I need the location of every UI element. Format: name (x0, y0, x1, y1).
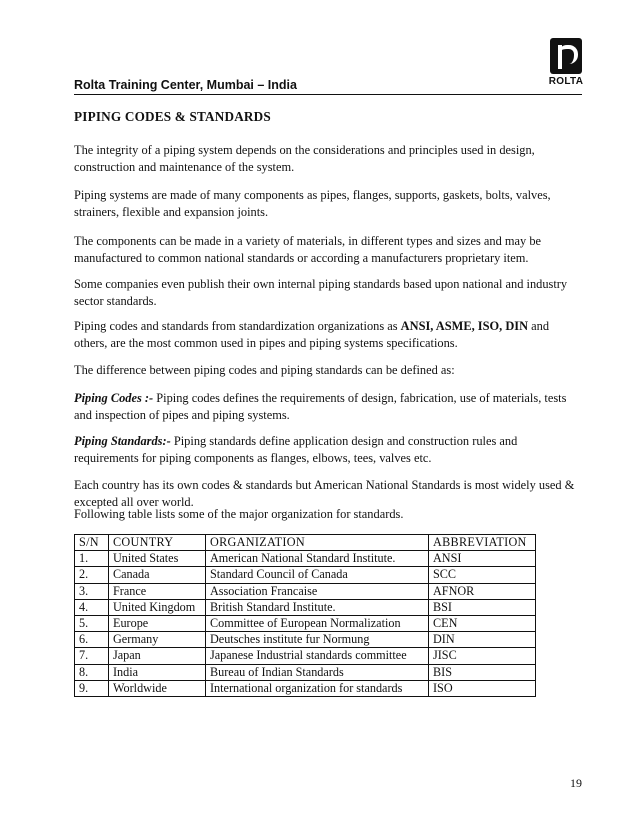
header-sn: S/N (75, 535, 109, 551)
table-header-row (75, 535, 536, 551)
cell-abbreviation: SCC (429, 567, 536, 583)
cell-organization: Bureau of Indian Standards (206, 664, 429, 680)
table-row (75, 680, 536, 696)
cell-country: Japan (109, 648, 206, 664)
paragraph-following-table: Following table lists some of the major organization for standards. (74, 507, 404, 521)
header-country: COUNTRY (109, 535, 206, 551)
table-row (75, 583, 536, 599)
cell-organization: Deutsches institute fur Normung (206, 632, 429, 648)
table-row (75, 648, 536, 664)
paragraph-piping-codes: Piping Codes :- Piping codes defines the requirements of design, fabrication, use of materials, tests and inspection of pipes and piping systems. (74, 391, 567, 423)
cell-sn: 6. (75, 632, 109, 648)
header-title: Rolta Training Center, Mumbai – India (74, 78, 297, 92)
cell-organization: Committee of European Normalization (206, 616, 429, 632)
table-row (75, 551, 536, 567)
cell-country: United States (109, 551, 206, 567)
cell-abbreviation: BIS (429, 664, 536, 680)
cell-sn: 9. (75, 680, 109, 696)
cell-organization: Association Francaise (206, 583, 429, 599)
cell-abbreviation: BSI (429, 599, 536, 615)
cell-sn: 4. (75, 599, 109, 615)
cell-abbreviation: AFNOR (429, 583, 536, 599)
piping-standards-label: Piping Standards:- (74, 434, 171, 448)
cell-sn: 8. (75, 664, 109, 680)
cell-organization: Japanese Industrial standards committee (206, 648, 429, 664)
standards-table (74, 534, 536, 697)
cell-country: Worldwide (109, 680, 206, 696)
table-row (75, 567, 536, 583)
cell-abbreviation: DIN (429, 632, 536, 648)
paragraph-organizations: Piping codes and standards from standardization organizations as ANSI, ASME, ISO, DIN and others, are the most common used in pipes and piping systems specifications. (74, 319, 550, 351)
header-organization: ORGANIZATION (206, 535, 429, 551)
paragraph-integrity: The integrity of a piping system depends on the considerations and principles used in design, construction and maintenance of the system. (74, 143, 535, 175)
header-abbreviation: ABBREVIATION (429, 535, 536, 551)
section-title: PIPING CODES & STANDARDS (74, 109, 271, 124)
piping-codes-label: Piping Codes :- (74, 391, 154, 405)
table-row (75, 616, 536, 632)
cell-organization: American National Standard Institute. (206, 551, 429, 567)
cell-sn: 7. (75, 648, 109, 664)
cell-abbreviation: ISO (429, 680, 536, 696)
table-row (75, 599, 536, 615)
cell-country: Germany (109, 632, 206, 648)
cell-country: Europe (109, 616, 206, 632)
paragraph-companies: Some companies even publish their own internal piping standards based upon national and industry sector standards. (74, 277, 568, 309)
logo-text: ROLTA (548, 76, 584, 87)
cell-abbreviation: CEN (429, 616, 536, 632)
table-row (75, 632, 536, 648)
cell-sn: 2. (75, 567, 109, 583)
paragraph-each-country: Each country has its own codes & standards but American National Standards is most widely used & excepted all over world. (74, 478, 575, 510)
cell-country: United Kingdom (109, 599, 206, 615)
rolta-logo (540, 38, 592, 90)
page-header (74, 74, 582, 95)
cell-abbreviation: ANSI (429, 551, 536, 567)
cell-sn: 5. (75, 616, 109, 632)
cell-sn: 3. (75, 583, 109, 599)
cell-country: India (109, 664, 206, 680)
cell-country: France (109, 583, 206, 599)
table-row (75, 664, 536, 680)
paragraph-materials: The components can be made in a variety of materials, in different types and sizes and may be manufactured to common national standards or according a manufacturers proprietary item. (74, 234, 542, 266)
cell-abbreviation: JISC (429, 648, 536, 664)
paragraph-difference: The difference between piping codes and piping standards can be defined as: (74, 363, 455, 377)
cell-organization: British Standard Institute. (206, 599, 429, 615)
cell-organization: Standard Council of Canada (206, 567, 429, 583)
cell-organization: International organization for standards (206, 680, 429, 696)
cell-country: Canada (109, 567, 206, 583)
page-number: 19 (570, 776, 582, 790)
paragraph-components: Piping systems are made of many components as pipes, flanges, supports, gaskets, bolts, valves, strainers, flexible and expansion joints. (74, 188, 551, 220)
rolta-logo-icon (550, 38, 582, 74)
org-abbreviations: ANSI, ASME, ISO, DIN (400, 319, 529, 333)
cell-sn: 1. (75, 551, 109, 567)
paragraph-piping-standards: Piping Standards:- Piping standards define application design and construction rules and requirements for piping components as flanges, elbows, tees, valves etc. (74, 434, 518, 466)
